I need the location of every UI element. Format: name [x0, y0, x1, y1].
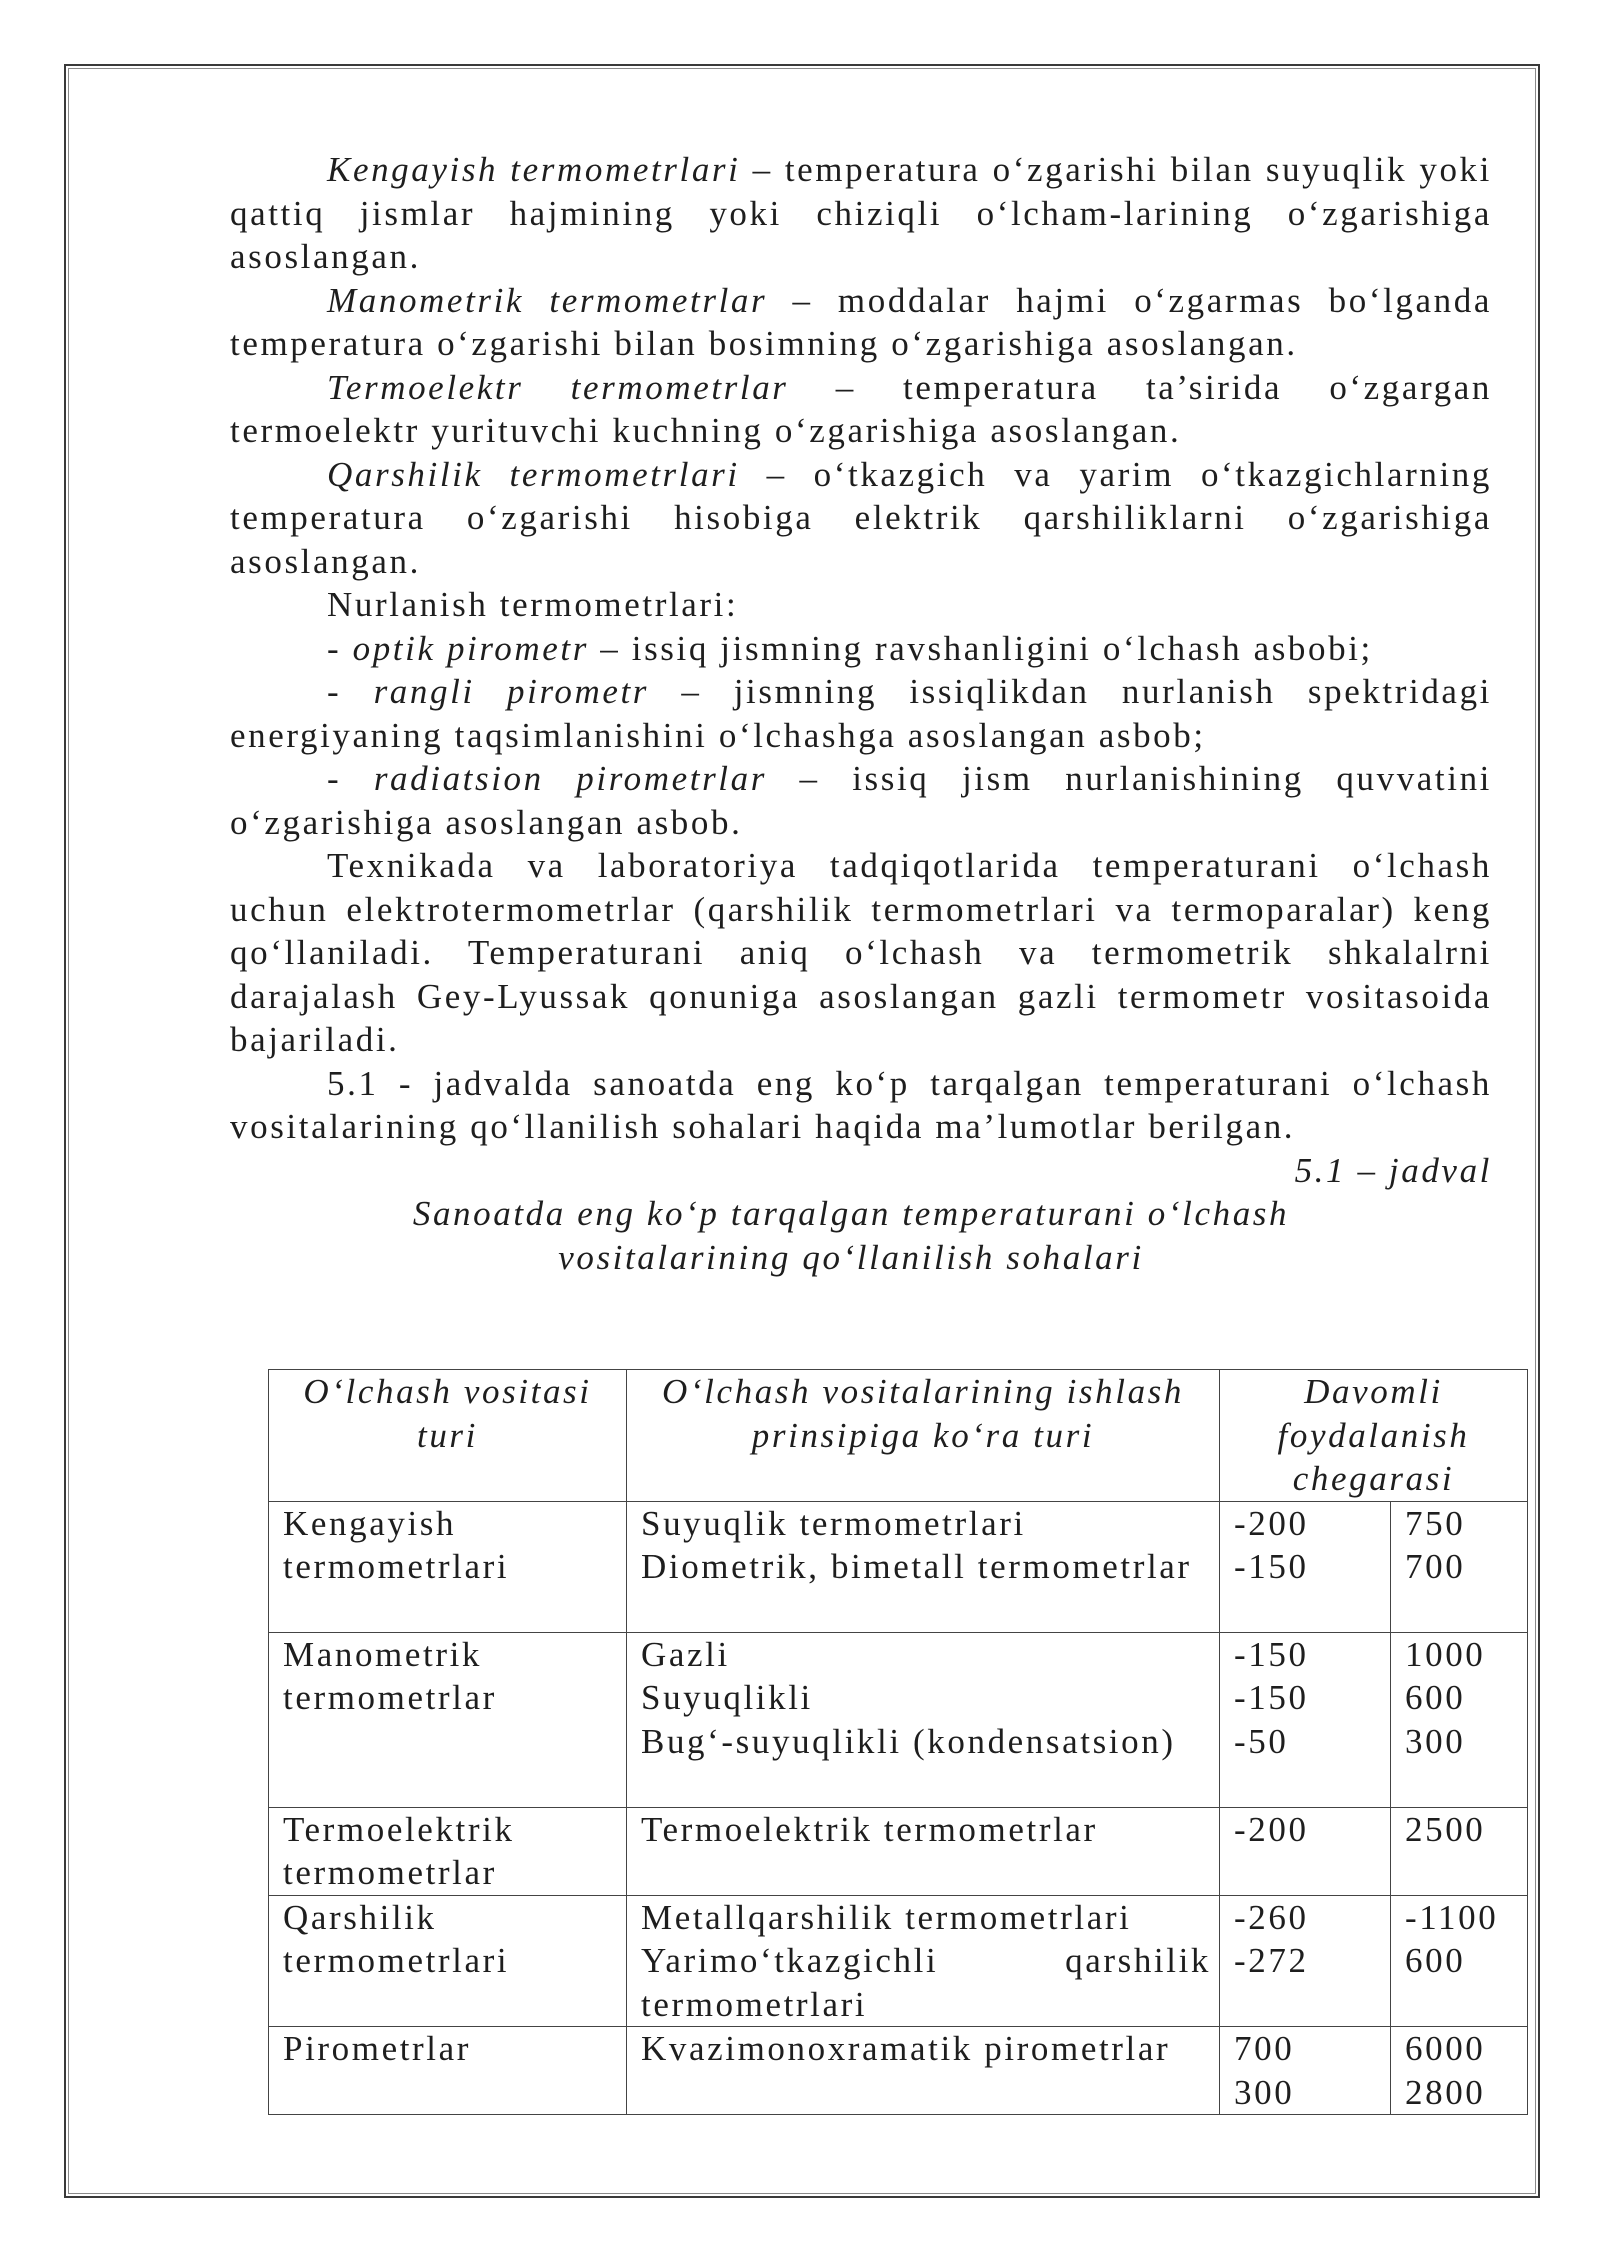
limit-max-value: 2500 — [1405, 1809, 1486, 1849]
table-title-line: vositalarining qo‘llanilish sohalari — [558, 1237, 1144, 1277]
cell-limit-min — [1220, 1895, 1391, 2027]
principle-line: Kvazimonoxramatik pirometrlar — [641, 2029, 1171, 2068]
header-working-principle: O‘lchash vositalarining ishlash prinsipiga ko‘ra turi — [627, 1370, 1220, 1502]
cell-working-principle — [627, 1807, 1220, 1895]
cell-limit-max — [1391, 1632, 1528, 1807]
limit-min-value: -272 — [1234, 1941, 1309, 1980]
paragraph-electrothermometers: Texnikada va laboratoriya tadqiqotlarida temperaturani o‘lchash uchun elektrotermometrlar (qarshilik termometrlari va termoparalar) keng qo‘llaniladi. Temperaturani aniq o‘lchash va termometrik shkalalrni darajalash Gey-Lyussak qonuniga asoslangan gazli termometr vositasoida bajariladi. — [230, 846, 1492, 1059]
table-body — [269, 1501, 1528, 2115]
document-body — [230, 148, 1492, 1279]
table-number-label: 5.1 – jadval — [1294, 1150, 1492, 1190]
list-item-radiation-pyrometers — [230, 757, 1492, 844]
cell-limit-max — [1391, 1895, 1528, 2027]
limit-max-value: 300 — [1405, 1721, 1466, 1761]
table-row — [269, 1501, 1528, 1632]
table-title-line: Sanoatda eng ko‘p tarqalgan temperaturani o‘lchash — [412, 1194, 1290, 1233]
limit-min-value: 700 — [1234, 2029, 1295, 2068]
cell-limit-min — [1220, 1807, 1391, 1895]
list-item-text: – jismning issiqlikdan nurlanish spektridagi energiyaning taqsimlanishini o‘lchashga asoslangan asbob; — [230, 672, 1492, 755]
table-row — [269, 1807, 1528, 1895]
paragraph-resistance-thermometers — [230, 453, 1492, 584]
principle-line: Gazli — [641, 1634, 730, 1674]
term-expansion-thermometers: Kengayish termometrlari — [327, 150, 741, 189]
paragraph-text: – moddalar hajmi o‘zgarmas bo‘lganda temperatura o‘zgarishi bilan bosimning o‘zgarishiga asoslangan. — [230, 280, 1492, 363]
limit-max-value: 1000 — [1405, 1634, 1486, 1674]
limit-max-value: 600 — [1405, 1678, 1466, 1717]
header-usage-limits: Davomli foydalanish chegarasi — [1220, 1370, 1528, 1502]
term-thermoelectric-thermometers: Termoelektr termometrlar — [327, 367, 789, 407]
list-item-text: – issiq jismning ravshanligini o‘lchash asbobi; — [588, 628, 1373, 668]
table-row — [269, 1895, 1528, 2027]
table-row — [269, 1632, 1528, 1807]
measurement-instruments-table — [268, 1369, 1528, 2115]
limit-min-value: -200 — [1234, 1809, 1309, 1849]
paragraph-text: – o‘tkazgich va yarim o‘tkazgichlarning temperatura o‘zgarishi hisobiga elektrik qarshiliklarni o‘zgarishiga asoslangan. — [230, 454, 1492, 581]
term-manometric-thermometers: Manometrik termometrlar — [327, 280, 768, 320]
limit-min-value: -150 — [1234, 1547, 1309, 1586]
paragraph-text: – temperatura o‘zgarishi bilan suyuqlik yoki qattiq jismlar hajmining yoki chiziqli o‘lcham-larining o‘zgarishiga asoslangan. — [230, 150, 1492, 276]
term-color-pyrometer: rangli pirometr — [373, 672, 650, 711]
list-item-text: – issiq jism nurlanishining quvvatini o‘zgarishiga asoslangan asbob. — [230, 759, 1492, 842]
paragraph-manometric-thermometers — [230, 279, 1492, 366]
limit-min-value: 300 — [1234, 2072, 1295, 2112]
cell-instrument-type: Manometrik termometrlar — [269, 1632, 627, 1807]
term-resistance-thermometers: Qarshilik termometrlari — [327, 454, 740, 494]
cell-working-principle — [627, 1632, 1220, 1807]
bullet-dash: - — [327, 628, 353, 668]
principle-line: Suyuqlikli — [641, 1678, 813, 1717]
cell-instrument-type: Pirometrlar — [269, 2027, 627, 2115]
bullet-dash: - — [327, 672, 374, 711]
paragraph-thermoelectric-thermometers — [230, 366, 1492, 453]
limit-max-value: 750 — [1405, 1503, 1466, 1543]
limit-min-value: -150 — [1234, 1634, 1309, 1674]
cell-working-principle — [627, 2027, 1220, 2115]
table-header-row — [269, 1370, 1528, 1502]
limit-max-value: 6000 — [1405, 2029, 1486, 2068]
bullet-dash: - — [327, 759, 374, 798]
limit-min-value: -50 — [1234, 1721, 1289, 1761]
header-instrument-type: O‘lchash vositasi turi — [269, 1370, 627, 1502]
list-item-color-pyrometer — [230, 670, 1492, 757]
limit-max-value: 600 — [1405, 1941, 1466, 1980]
paragraph-table-intro: 5.1 - jadvalda sanoatda eng ko‘p tarqalgan temperaturani o‘lchash vositalarining qo‘llanilish sohalari haqida ma’lumotlar berilgan. — [230, 1063, 1492, 1146]
cell-limit-min — [1220, 2027, 1391, 2115]
cell-limit-max — [1391, 2027, 1528, 2115]
cell-working-principle — [627, 1501, 1220, 1632]
principle-line: Diometrik, bimetall termometrlar — [641, 1547, 1192, 1586]
limit-min-value: -200 — [1234, 1503, 1309, 1543]
paragraph-text: – temperatura ta’sirida o‘zgargan termoelektr yurituvchi kuchning o‘zgarishiga asoslangan. — [230, 367, 1493, 450]
limit-min-value: -260 — [1234, 1897, 1309, 1937]
limit-min-value: -150 — [1234, 1678, 1309, 1717]
paragraph-radiation-heading: Nurlanish termometrlari: — [327, 585, 739, 624]
limit-max-value: 700 — [1405, 1547, 1466, 1586]
cell-working-principle — [627, 1895, 1220, 2027]
principle-line: Metallqarshilik termometrlari — [641, 1897, 1132, 1937]
term-optical-pyrometer: optik pirometr — [352, 628, 589, 668]
limit-max-value: 2800 — [1405, 2072, 1486, 2112]
cell-instrument-type: Qarshilik termometrlari — [269, 1895, 627, 2027]
principle-line: Yarimo‘tkazgichli qarshilik termometrlari — [641, 1941, 1211, 2024]
cell-instrument-type: Kengayish termometrlari — [269, 1501, 627, 1632]
term-radiation-pyrometers: radiatsion pirometrlar — [373, 759, 767, 798]
cell-limit-max — [1391, 1501, 1528, 1632]
cell-limit-min — [1220, 1632, 1391, 1807]
limit-max-value: -1100 — [1405, 1897, 1499, 1937]
list-item-optical-pyrometer — [230, 627, 1492, 671]
cell-limit-min — [1220, 1501, 1391, 1632]
table-title — [230, 1192, 1492, 1279]
cell-instrument-type: Termoelektrik termometrlar — [269, 1807, 627, 1895]
principle-line: Bug‘-suyuqlikli (kondensatsion) — [641, 1721, 1176, 1761]
principle-line: Termoelektrik termometrlar — [641, 1809, 1098, 1849]
cell-limit-max — [1391, 1807, 1528, 1895]
principle-line: Suyuqlik termometrlari — [641, 1503, 1026, 1543]
table-row — [269, 2027, 1528, 2115]
paragraph-expansion-thermometers — [230, 148, 1492, 279]
